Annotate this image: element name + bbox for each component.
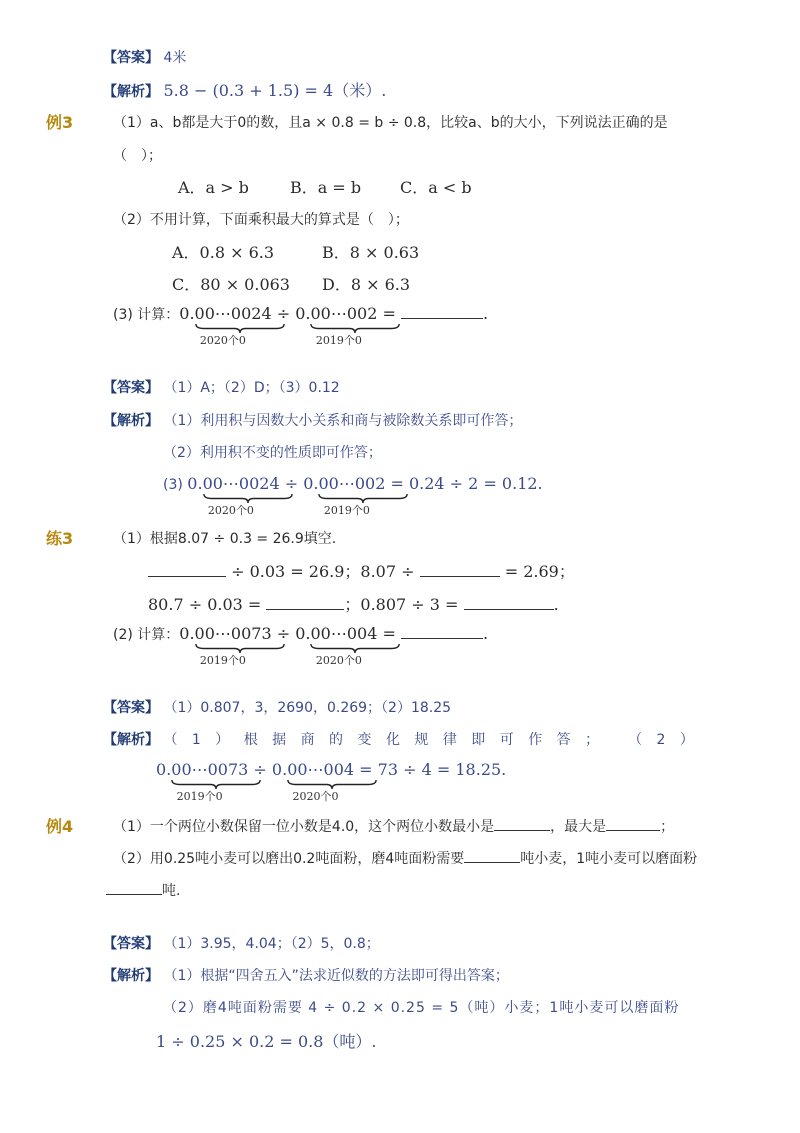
question-text: （1）一个两位小数保留一位小数是4.0，这个两位小数最小是 <box>113 819 495 835</box>
num-tail: 24 <box>251 304 272 323</box>
ex4-analysis-line-2: （2）磨4吨面粉需要 4 ÷ 0.2 × 0.25 = 5（吨）小麦；1吨小麦可以磨面粉 <box>163 1000 680 1016</box>
equals-op: = <box>377 624 401 643</box>
underbrace-label: 2020个0 <box>207 504 254 517</box>
ex3-q1-line1: （1）a、b都是大于0的数，且a × 0.8 = b ÷ 0.8，比较a、b的大小，下列说法正确的是 <box>113 115 668 131</box>
row-text: ÷ 0.03 = 26.9；8.07 ÷ <box>226 562 420 581</box>
answer-row-top <box>103 47 186 67</box>
analysis-tag: 【解析】 <box>103 413 159 429</box>
prac3-q1-row2 <box>148 592 559 615</box>
analysis-row-top <box>103 78 386 101</box>
ex3-q1-option-c: C．a < b <box>400 178 472 197</box>
question-text: ； <box>660 819 675 835</box>
prac3-answer-row <box>103 697 451 717</box>
analysis-prefix: (3) <box>163 477 183 493</box>
question-text: 吨小麦，1吨小麦可以磨面粉 <box>520 851 698 867</box>
brace-digits: 00⋯00 <box>194 624 252 643</box>
num-head: 0. <box>179 624 195 643</box>
ex4-answer-row <box>103 933 380 953</box>
ex3-q2-option-d: D．8 × 6.3 <box>322 275 411 294</box>
prac3-q1-line: （1）根据8.07 ÷ 0.3 = 26.9填空. <box>113 531 337 547</box>
ex3-q3-num1 <box>179 304 272 347</box>
ex3-q1-option-a: A．a > b <box>178 178 249 197</box>
ex4-analysis-row <box>103 965 509 985</box>
num-tail: 73 <box>227 760 249 779</box>
analysis-line-1: （ 1 ） 根 据 商 的 变 化 规 律 即 可 作 答 ； （ 2 ） <box>163 732 699 748</box>
row-text: = 2.69； <box>499 562 575 581</box>
prac3-analysis-num2 <box>271 760 355 803</box>
answer-blank[interactable] <box>420 562 500 577</box>
period: . <box>553 595 559 614</box>
period: . <box>482 304 489 323</box>
question-text: ，最大是 <box>550 819 607 835</box>
prac3-q2-line <box>113 624 489 667</box>
answer-blank[interactable] <box>148 562 226 577</box>
underbrace <box>310 624 368 667</box>
divide-op: ÷ <box>248 760 272 779</box>
ex3-q1-line2: （ ）； <box>113 148 162 164</box>
ex3-q2-line: （2）不用计算，下面乘积最大的算式是（ ）； <box>113 212 409 228</box>
ex3-q2-option-c: C．80 × 0.063 <box>172 275 290 294</box>
underbrace-label: 2019个0 <box>176 790 223 803</box>
brace-digits: 00⋯00 <box>202 474 260 493</box>
underbrace <box>310 304 368 347</box>
answer-text: （1）A；（2）D；（3）0.12 <box>163 380 340 396</box>
ex3-q3-prefix: (3) 计算： <box>113 307 180 323</box>
ex3-analysis-row <box>103 410 522 430</box>
practice-3-tag: 练3 <box>46 529 74 548</box>
period: . <box>482 624 489 643</box>
underbrace-label: 2020个0 <box>315 654 362 667</box>
analysis-tag: 【解析】 <box>103 968 159 984</box>
prac3-q1-row1 <box>148 559 575 582</box>
analysis-result: = 0.24 ÷ 2 = 0.12. <box>385 474 543 493</box>
underbrace-label: 2019个0 <box>315 334 362 347</box>
underbrace <box>202 474 260 517</box>
brace-digits: 00⋯00 <box>287 760 344 779</box>
equals-op: = <box>377 304 401 323</box>
answer-blank[interactable] <box>401 624 483 639</box>
num-head: 0. <box>295 624 311 643</box>
prac3-analysis-num1 <box>156 760 249 803</box>
answer-blank[interactable] <box>401 304 483 319</box>
divide-op: ÷ <box>279 474 304 493</box>
ex4-q2-line <box>113 848 697 868</box>
brace-digits: 00⋯00 <box>318 474 376 493</box>
answer-blank[interactable] <box>464 595 554 610</box>
row-text: 80.7 ÷ 0.03 = <box>148 595 267 614</box>
brace-digits: 00⋯00 <box>310 304 368 323</box>
underbrace <box>318 474 376 517</box>
question-text: 吨. <box>162 883 181 899</box>
answer-tag: 【答案】 <box>103 936 159 952</box>
underbrace-label: 2019个0 <box>199 654 246 667</box>
ex3-analysis-num2 <box>303 474 386 517</box>
underbrace-label: 2019个0 <box>323 504 370 517</box>
num-tail: 24 <box>259 474 280 493</box>
underbrace <box>287 760 344 803</box>
num-head: 0. <box>295 304 311 323</box>
num-head: 0. <box>179 304 195 323</box>
answer-text: （1）3.95，4.04；（2）5，0.8； <box>163 936 380 952</box>
ex3-q2-option-a: A．0.8 × 6.3 <box>172 243 275 262</box>
ex3-analysis-line-3 <box>163 474 543 517</box>
underbrace <box>171 760 228 803</box>
brace-digits: 00⋯00 <box>194 304 252 323</box>
question-text: （2）用0.25吨小麦可以磨出0.2吨面粉，磨4吨面粉需要 <box>113 851 465 867</box>
ex3-q3-line <box>113 304 489 347</box>
ex3-q1-option-b: B．a = b <box>290 178 362 197</box>
answer-blank[interactable] <box>266 595 344 610</box>
num-head: 0. <box>187 474 203 493</box>
answer-blank[interactable] <box>494 816 550 831</box>
underbrace-label: 2020个0 <box>292 790 339 803</box>
analysis-tag: 【解析】 <box>103 84 159 100</box>
num-head: 0. <box>271 760 288 779</box>
num-tail: 4 <box>343 760 355 779</box>
analysis-result: = 73 ÷ 4 = 18.25. <box>354 760 507 779</box>
answer-tag: 【答案】 <box>103 380 159 396</box>
answer-text: （1）0.807，3，2690，0.269；（2）18.25 <box>163 700 452 716</box>
underbrace <box>194 304 252 347</box>
ex3-q2-option-b: B．8 × 0.63 <box>322 243 420 262</box>
num-head: 0. <box>156 760 172 779</box>
answer-tag: 【答案】 <box>103 700 159 716</box>
ex4-q2-line-2 <box>106 880 180 900</box>
analysis-math: 5.8 − (0.3 + 1.5) = 4（米）. <box>163 81 387 100</box>
prac3-analysis-line-2 <box>156 760 507 803</box>
analysis-line-1: （1）根据“四舍五入”法求近似数的方法即可得出答案； <box>163 968 509 984</box>
ex3-analysis-line-2: （2）利用积不变的性质即可作答； <box>163 445 382 461</box>
prac3-q2-prefix: (2) 计算： <box>113 627 180 643</box>
ex3-q3-num2 <box>295 304 378 347</box>
prac3-q2-num2 <box>295 624 378 667</box>
prac3-q2-num1 <box>179 624 272 667</box>
example-3-tag: 例3 <box>46 113 74 132</box>
brace-digits: 00⋯00 <box>171 760 228 779</box>
brace-digits: 00⋯00 <box>310 624 368 643</box>
analysis-tag: 【解析】 <box>103 732 159 748</box>
divide-op: ÷ <box>271 624 296 643</box>
analysis-line-1: （1）利用积与因数大小关系和商与被除数关系即可作答； <box>163 413 523 429</box>
ex3-answer-row <box>103 377 340 397</box>
underbrace-label: 2020个0 <box>199 334 246 347</box>
ex4-q1-line <box>113 816 674 836</box>
divide-op: ÷ <box>271 304 296 323</box>
example-4-tag: 例4 <box>46 817 74 836</box>
answer-blank[interactable] <box>464 848 520 863</box>
ex3-analysis-num1 <box>187 474 280 517</box>
ex4-analysis-line-3: 1 ÷ 0.25 × 0.2 = 0.8（吨）. <box>156 1032 377 1051</box>
answer-tag: 【答案】 <box>103 50 159 66</box>
answer-blank[interactable] <box>606 816 660 831</box>
answer-text: 4米 <box>163 50 187 66</box>
num-tail: 4 <box>367 624 378 643</box>
num-head: 0. <box>303 474 319 493</box>
underbrace <box>194 624 252 667</box>
answer-blank[interactable] <box>106 880 162 895</box>
num-tail: 73 <box>251 624 272 643</box>
num-tail: 2 <box>367 304 378 323</box>
num-tail: 2 <box>375 474 386 493</box>
row-text: ；0.807 ÷ 3 = <box>344 595 464 614</box>
prac3-analysis-row <box>103 729 699 749</box>
